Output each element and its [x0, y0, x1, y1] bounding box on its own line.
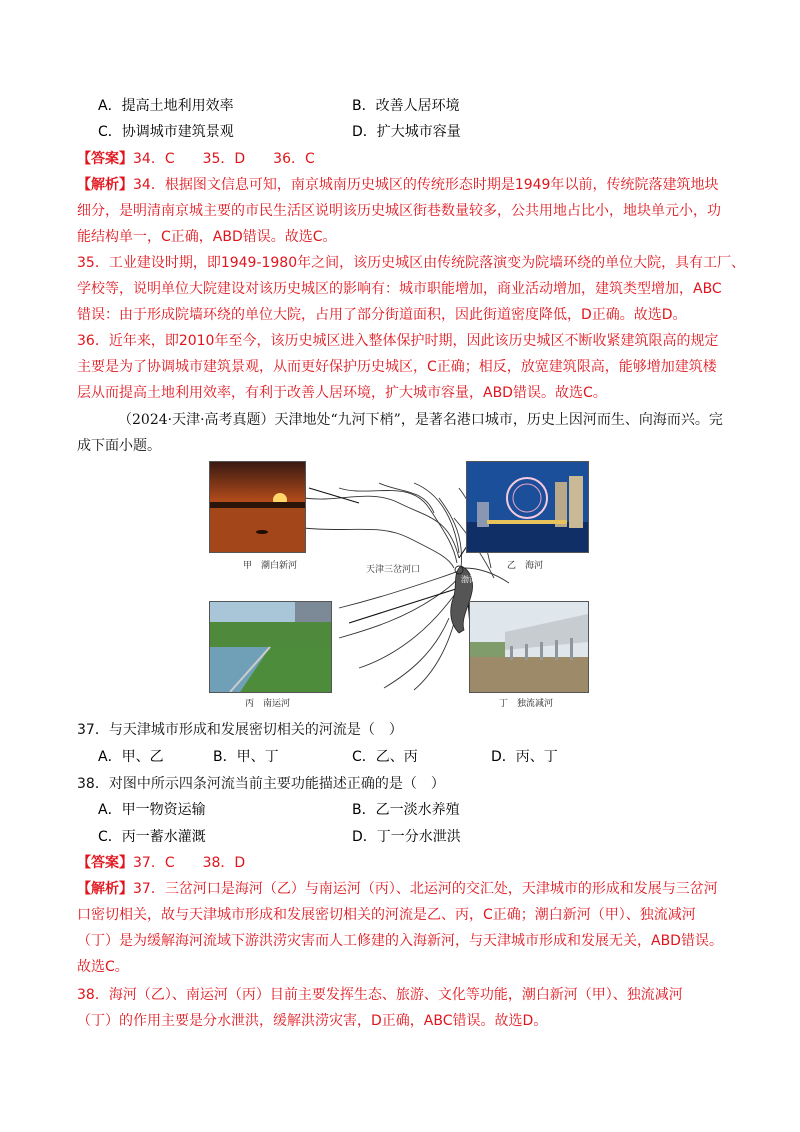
q37-option-c: C．乙、丙: [352, 749, 418, 765]
analysis-line: 【解析】34．根据图文信息可知，南京城南历史城区的传统形态时期是1949年以前，传统院落建筑地块: [77, 177, 719, 193]
analysis-line: 层从而提高土地利用效率，有利于改善人居环境，扩大城市容量，ABD错误。故选C。: [77, 385, 607, 401]
q36-option-a: A．提高土地利用效率: [98, 98, 234, 114]
q37-option-d: D．丙、丁: [491, 749, 558, 765]
analysis-tag: 【解析】: [77, 177, 133, 193]
q37-stem: 37．与天津城市形成和发展密切相关的河流是（ ）: [77, 722, 403, 738]
q36-option-b: B．改善人居环境: [352, 98, 460, 114]
answer-tag: 【答案】: [77, 855, 133, 871]
caption-ding: 丁 独流减河: [499, 699, 554, 709]
answer-block-2: [77, 853, 245, 873]
q36-option-c: C．协调城市建筑景观: [98, 124, 234, 140]
analysis-line: 错误：由于形成院墙环绕的单位大院，占用了部分街道面积，因此街道密度降低，D正确。故选D。: [77, 307, 687, 323]
q38-option-d: D．丁一分水泄洪: [352, 829, 461, 845]
analysis-line: 能结构单一，C正确，ABD错误。故选C。: [77, 229, 337, 245]
analysis-line: 口密切相关，故与天津城市形成和发展密切相关的河流是乙、丙，C正确；潮白新河（甲）、独流减河: [77, 907, 696, 923]
question-intro: （2024·天津·高考真题）天津地处“九河下梢”，是著名港口城市，历史上因河而生、向海而兴。完: [118, 412, 723, 428]
caption-yi: 乙 海河: [507, 561, 544, 571]
analysis-line: 故选C。: [77, 959, 129, 975]
photo-yi-ferris-wheel: [466, 461, 589, 553]
photo-ding-sluice: [469, 601, 589, 693]
analysis-line: 35．工业建设时期，即1949-1980年之间，该历史城区由传统院落演变为院墙环绕的单位大院，具有工厂、: [77, 255, 746, 271]
analysis-line: （丁）的作用主要是分水泄洪，缓解洪涝灾害，D正确，ABC错误。故选D。: [77, 1013, 548, 1029]
analysis-line: 主要是为了协调城市建筑景观，从而更好保护历史城区，C正确；相反，放宽建筑限高，能够增加建筑楼: [77, 359, 717, 375]
q38-option-b: B．乙一淡水养殖: [352, 802, 460, 818]
map-label-sancha: 天津三岔河口: [366, 565, 421, 575]
q37-option-a: A．甲、乙: [98, 749, 164, 765]
q38-option-c: C．丙一蓄水灌溉: [98, 829, 206, 845]
caption-bing: 丙 南运河: [245, 699, 291, 709]
photo-jia-sunset-river: [209, 461, 306, 553]
answer-tag: 【答案】: [77, 151, 133, 167]
analysis-line: 学校等，说明单位大院建设对该历史城区的影响有：城市职能增加，商业活动增加，建筑类型增加，ABC: [77, 281, 722, 297]
analysis-tag: 【解析】: [77, 881, 133, 897]
q36-option-d: D．扩大城市容量: [352, 124, 461, 140]
q38-stem: 38．对图中所示四条河流当前主要功能描述正确的是（ ）: [77, 776, 445, 792]
caption-jia: 甲 潮白新河: [243, 561, 298, 571]
q37-option-b: B．甲、丁: [213, 749, 279, 765]
q38-option-a: A．甲一物资运输: [98, 802, 206, 818]
question-intro-cont: 成下面小题。: [77, 438, 161, 454]
answer-text: 37．C 38．D: [133, 855, 246, 871]
river-map-figure: [209, 458, 590, 709]
analysis-line: （丁）是为缓解海河流域下游洪涝灾害而人工修建的入海新河，与天津城市形成和发展无关，ABD错误。: [77, 933, 723, 949]
analysis-line: 【解析】37．三岔河口是海河（乙）与南运河（丙）、北运河的交汇处，天津城市的形成和发展与三岔河: [77, 881, 718, 897]
answer-text: 34．C 35．D 36．C: [133, 151, 315, 167]
answer-block-1: [77, 149, 315, 169]
map-label-bohai: 渤海: [461, 575, 477, 584]
analysis-line: 36．近年来，即2010年至今，该历史城区进入整体保护时期，因此该历史城区不断收紧建筑限高的规定: [77, 333, 719, 349]
photo-bing-canal: [209, 601, 332, 693]
analysis-line: 细分，是明清南京城主要的市民生活区说明该历史城区街巷数量较多，公共用地占比小，地块单元小，功: [77, 203, 721, 219]
analysis-line: 38．海河（乙）、南运河（丙）目前主要发挥生态、旅游、文化等功能，潮白新河（甲）、独流减河: [77, 987, 683, 1003]
